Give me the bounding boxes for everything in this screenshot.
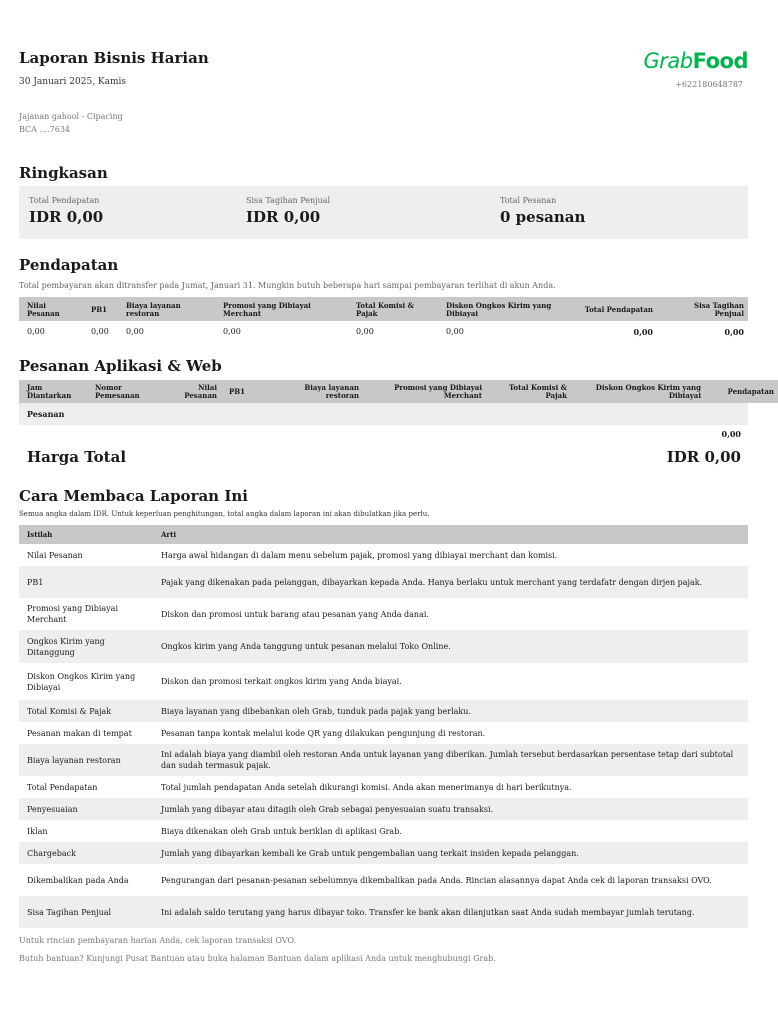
footer-ovo-note: Untuk rincian pembayaran harian Anda, cek laporan transaksi OVO. [19,936,297,945]
column-header: PB1 [221,380,265,403]
glossary-row [19,896,748,928]
column-header: Total Komisi & Pajak [486,380,571,403]
logo-grab-text: Grab [643,49,693,73]
orders-table [19,380,778,403]
glossary-row [19,864,748,896]
glossary-row [19,566,748,598]
orders-header-row [19,380,778,403]
glossary-term: Nilai Pesanan [27,550,83,560]
column-header: Promosi yang Dibiayai Merchant [363,380,486,403]
revenue-heading: Pendapatan [19,256,119,274]
glossary-row [19,544,748,566]
logo-food-text: Food [692,49,748,73]
column-header: Biaya layanan restoran [265,380,363,403]
glossary-meaning: Ini adalah biaya yang diambil oleh restoran Anda untuk layanan yang diberikan. Jumlah tersebut berdasarkan persentase tetap dari subtotal dan sudah termasuk pajak. [153,744,748,776]
summary-value: IDR 0,00 [29,208,104,226]
glossary-meaning: Pajak yang dikenakan pada pelanggan, dibayarkan kepada Anda. Hanya berlaku untuk merchant yang terdafatr dengan dirjen pajak. [153,566,748,598]
glossary-meaning: Jumlah yang dibayar atau ditagih oleh Grab sebagai penyesuaian suatu transaksi. [153,798,748,820]
glossary-term: Biaya layanan restoran [19,744,153,776]
summary-heading: Ringkasan [19,164,108,182]
summary-value: IDR 0,00 [246,208,321,226]
column-header: Jam Diantarkan [19,380,87,403]
column-header: Biaya layanan restoran [118,297,215,321]
glossary-row [19,798,748,820]
revenue-data-row [19,321,748,342]
glossary-term: PB1 [19,566,153,598]
revenue-note: Total pembayaran akan ditransfer pada Jumat, Januari 31. Mungkin butuh beberapa hari sampai pembayaran terlihat di akun Anda. [19,281,556,290]
glossary-term: Ongkos Kirim yang Ditanggung [19,630,153,663]
summary-label: Sisa Tagihan Penjual [246,196,331,205]
table-cell: 0,00 [724,326,744,337]
report-title: Laporan Bisnis Harian [19,49,209,67]
glossary-meaning: Pesanan tanpa kontak melalui kode QR yang dilakukan pengunjung di restoran. [161,728,486,738]
glossary-meaning: Diskon dan promosi terkait ongkos kirim yang Anda biayai. [161,677,402,686]
column-header: Promosi yang Dibiayai Merchant [215,297,348,321]
summary-panel [19,186,748,239]
glossary-row [19,776,748,798]
column-header: Diskon Ongkos Kirim yang Dibiayai [571,380,705,403]
glossary-meaning: Pengurangan dari pesanan-pesanan sebelumnya dikembalikan pada Anda. Rincian alasannya dapat Anda cek di laporan transaksi OVO. [161,875,712,885]
glossary-row [19,722,748,744]
column-header: Total Pendapatan [567,297,657,321]
merchant-info [19,110,123,136]
table-cell: 0,00 [633,326,653,337]
summary-seller-balance [246,196,330,226]
glossary-term: Dikembalikan pada Anda [27,875,129,885]
table-cell: 0,00 [446,327,464,336]
summary-total-revenue [29,196,103,226]
glossary-term: Chargeback [19,842,153,864]
glossary-row [19,842,748,864]
footer-help-note: Butuh bantuan? Kunjungi Pusat Bantuan atau buka halaman Bantuan dalam aplikasi Anda untuk menghubungi Grab. [19,954,496,963]
table-cell: 0,00 [356,327,374,336]
grand-total-value: IDR 0,00 [666,448,741,466]
glossary-term: Diskon Ongkos Kirim yang Dibiayai [27,671,136,692]
glossary-meaning: Biaya dikenakan oleh Grab untuk beriklan di aplikasi Grab. [161,826,402,836]
revenue-table [19,297,748,342]
column-header: Sisa Tagihan Penjual [657,297,748,321]
column-header: Nomor Pemesanan [87,380,155,403]
glossary-term: Total Pendapatan [27,782,98,792]
glossary-meaning: Ini adalah saldo terutang yang harus dibayar toko. Transfer ke bank akan dilanjutkan saat Anda sudah membayar jumlah terutang. [153,896,748,928]
glossary-term: Pesanan makan di tempat [27,728,132,738]
glossary-term: Total Komisi & Pajak [19,700,153,722]
glossary-term: Penyesuaian [19,798,153,820]
merchant-phone: +622180648787 [675,80,743,89]
glossary-term: Promosi yang Dibiayai Merchant [27,604,119,624]
column-header: Nilai Pesanan [155,380,221,403]
glossary-row [19,630,748,663]
orders-group-total: 0,00 [721,429,741,439]
report-date: 30 Januari 2025, Kamis [19,77,127,87]
revenue-header-row [19,297,748,321]
column-header: Arti [153,525,748,544]
table-cell: 0,00 [126,327,144,336]
column-header: Diskon Ongkos Kirim yang Dibiayai [438,297,567,321]
glossary-meaning: Ongkos kirim yang Anda tanggung untuk pesanan melalui Toko Online. [153,630,748,663]
column-header: Nilai Pesanan [19,297,83,321]
bank-account: BCA ....7634 [19,125,70,134]
column-header: Pendapatan [705,380,778,403]
orders-group-row: Pesanan [19,403,748,425]
guide-note: Semua angka dalam IDR. Untuk keperluan penghitungan, total angka dalam laporan ini akan dibulatkan jika perlu. [19,510,430,518]
table-cell: 0,00 [223,327,241,336]
glossary-meaning: Harga awal hidangan di dalam menu sebelum pajak, promosi yang dibiayai merchant dan komisi. [161,550,558,560]
glossary-meaning: Biaya layanan yang dibebankan oleh Grab, tunduk pada pajak yang berlaku. [153,700,748,722]
glossary-meaning: Diskon dan promosi untuk barang atau pesanan yang Anda danai. [161,609,429,619]
glossary-row [19,820,748,842]
column-header: Istilah [19,525,153,544]
table-cell: 0,00 [27,327,45,336]
summary-value: 0 pesanan [500,208,586,226]
column-header: PB1 [83,297,118,321]
column-header: Total Komisi & Pajak [348,297,438,321]
guide-heading: Cara Membaca Laporan Ini [19,487,248,505]
glossary-meaning: Jumlah yang dibayarkan kembali ke Grab untuk pengembalian uang terkait insiden kepada pelanggan. [153,842,748,864]
grand-total-label: Harga Total [27,448,127,466]
orders-heading: Pesanan Aplikasi & Web [19,357,222,375]
glossary-row [19,700,748,722]
grabfood-logo [644,49,749,73]
glossary-row [19,744,748,776]
glossary-meaning: Total jumlah pendapatan Anda setelah dikurangi komisi. Anda akan menerimanya di hari berikutnya. [161,782,572,792]
glossary-header-row [19,525,748,544]
summary-label: Total Pendapatan [29,196,100,205]
merchant-name: Jajanan gahool - Cipacing [19,112,123,121]
glossary-term: Sisa Tagihan Penjual [19,896,153,928]
glossary-row [19,598,748,630]
summary-total-orders [500,196,585,226]
glossary-row [19,663,748,700]
glossary-term: Iklan [27,826,48,836]
summary-label: Total Pesanan [500,196,557,205]
glossary-table [19,525,748,928]
table-cell: 0,00 [91,327,109,336]
